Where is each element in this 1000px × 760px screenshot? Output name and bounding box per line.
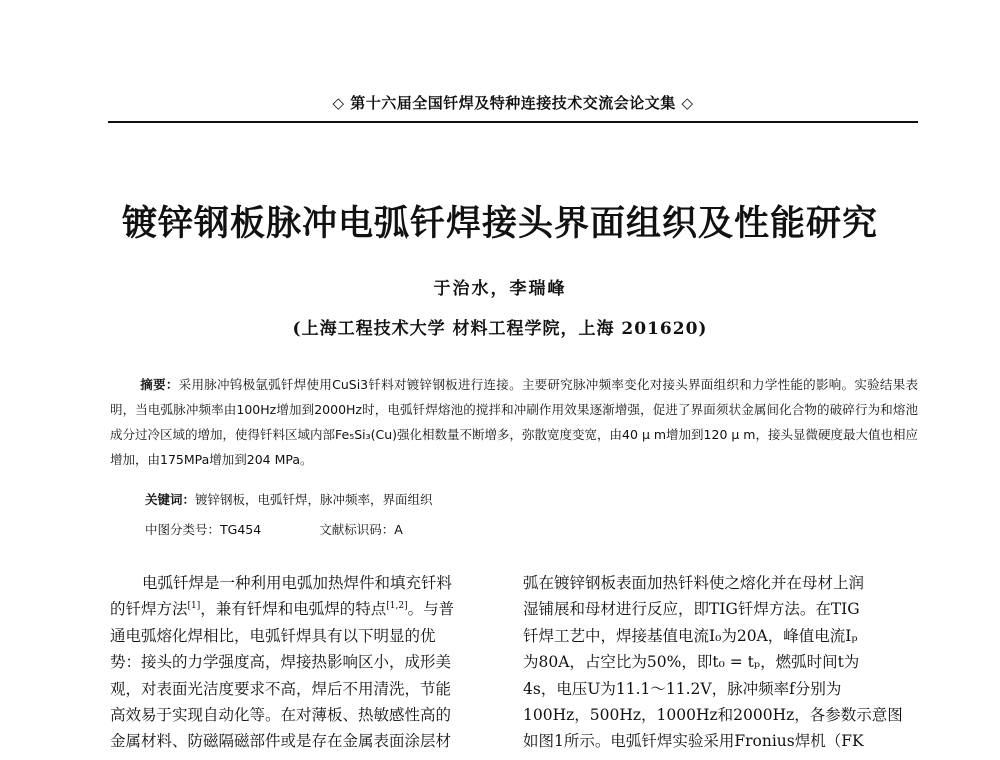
body-line: 钎焊工艺中，焊接基值电流I₀为20A，峰值电流Iₚ [523,626,858,645]
body-line: 金属材料、防磁隔磁部件或是存在金属表面涂层材 [110,732,452,751]
keywords-label: 关键词： [145,492,196,507]
body-column-left [110,570,496,755]
body-line: 4s，电压U为11.1～11.2V，脉冲频率f分别为 [523,679,842,698]
keywords-text: 镀锌钢板，电弧钎焊，脉冲频率，界面组织 [195,492,433,507]
classification [145,520,925,538]
keywords [145,490,925,508]
body-line: 通电弧熔化焊相比，电弧钎焊具有以下明显的优 [110,626,436,645]
body-line: 弧在镀锌钢板表面加热钎料使之熔化并在母材上润 [523,574,865,592]
abstract-text: 采用脉冲钨极氩弧钎焊使用CuSi3钎料对镀锌钢板进行连接。主要研究脉冲频率变化对接头界面组织和力学性能的影响。实验结果表明，当电弧脉冲频率由100Hz增加到2000Hz时，电弧钎焊熔池的搅拌和冲刷作用效果逐渐增强，促进了界面须状金属间化合物的破碎行为和熔池成分过冷区域的增加，使得钎料区域内部Fe₅Si₃(Cu)强化相数量不断增多，弥散宽度变宽，由40 μ m增加到120 μ m，接头显微硬度最大值也相应增加，由175MPa增加到204 MPa。 [110,377,918,467]
body-column-right [523,570,915,755]
running-header: ◇ 第十六届全国钎焊及特种连接技术交流会论文集 ◇ [332,94,694,112]
header-rule [108,121,918,123]
body-line: 如图1所示。电弧钎焊实验采用Fronius焊机（FK [523,732,864,751]
paper-affiliation: (上海工程技术大学 材料工程学院，上海 201620) [292,319,708,339]
body-line: 势：接头的力学强度高，焊接热影响区小，成形美 [110,653,452,672]
abstract [110,372,918,472]
body-line: 湿铺展和母材进行反应，即TIG钎焊方法。在TIG [523,600,860,619]
paper-authors: 于治水，李瑞峰 [433,279,567,299]
body-line: 高效易于实现自动化等。在对薄板、热敏感性高的 [110,706,452,725]
body-line: 为80A，占空比为50%，即t₀ = tₚ，燃弧时间t为 [523,653,860,672]
clc-number: 中图分类号：TG454 [145,522,262,537]
body-line: 100Hz，500Hz，1000Hz和2000Hz，各参数示意图 [523,706,903,725]
citation-ref: [1,2] [386,601,408,612]
body-line: 的钎焊方法[1]，兼有钎焊和电弧焊的特点[1,2]。与普 [110,600,455,619]
document-code: 文献标识码：A [319,522,403,537]
citation-ref: [1] [187,601,201,612]
abstract-label: 摘要： [140,377,179,392]
body-line: 电弧钎焊是一种利用电弧加热焊件和填充钎料 [142,574,453,592]
paper-title: 镀锌钢板脉冲电弧钎焊接头界面组织及性能研究 [121,204,878,244]
body-line: 观，对表面光洁度要求不高，焊后不用清洗，节能 [110,679,452,698]
